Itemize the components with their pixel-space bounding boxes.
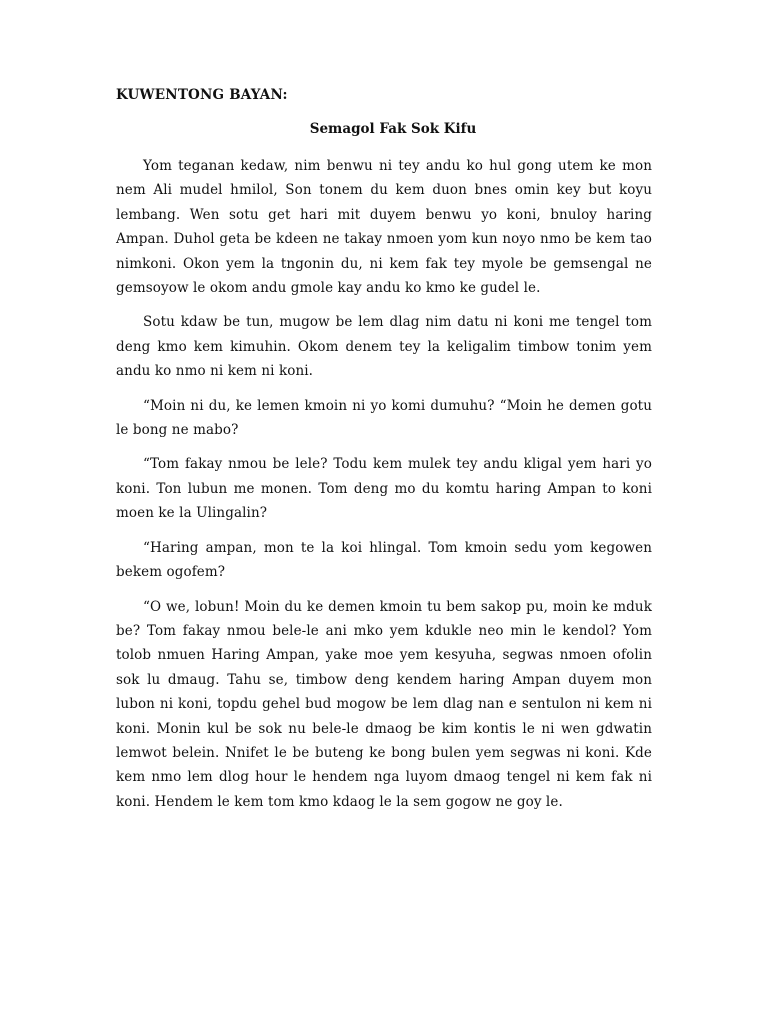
story-paragraph: Sotu kdaw be tun, mugow be lem dlag nim datu ni koni me tengel tom deng kmo kem kimuhin. Okom denem tey la keligalim timbow tonim yem andu ko nmo ni kem ni koni. [116, 314, 652, 380]
story-paragraph: “Haring ampan, mon te la koi hlingal. Tom kmoin sedu yom kegowen bekem ogofem? [116, 539, 652, 581]
story-paragraph: Yom teganan kedaw, nim benwu ni tey andu ko hul gong utem ke mon nem Ali mudel hmilol, Son tonem du kem duon bnes omin key but koyu lembang. Wen sotu get hari mit duyem benwu yo koni, bnuloy haring Ampan. Duhol geta be kdeen ne takay nmoen yom kun noyo nmo be kem tao nimkoni. Okon yem la tngonin du, ni kem fak tey myole be gemsengal ne gemsoyow le okom andu gmole kay andu ko kmo ke gudel le. [116, 158, 652, 297]
story-body [116, 154, 652, 824]
document-heading: KUWENTONG BAYAN: [116, 87, 288, 103]
story-title: Semagol Fak Sok Kifu [309, 121, 477, 137]
story-paragraph: “Tom fakay nmou be lele? Todu kem mulek tey andu kligal yem hari yo koni. Ton lubun me monen. Tom deng mo du komtu haring Ampan to koni moen ke la Ulingalin? [116, 456, 652, 522]
story-paragraph: “O we, lobun! Moin du ke demen kmoin tu bem sakop pu, moin ke mduk be? Tom fakay nmou bele-le ani mko yem kdukle neo min le kendol? Yom tolob nmuen Haring Ampan, yake moe yem kesyuha, segwas nmoen ofolin sok lu dmaug. Tahu se, timbow deng kendem haring Ampan duyem mon lubon ni koni, topdu gehel bud mogow be lem dlag nan e sentulon ni kem ni koni. Monin kul be sok nu bele-le dmaog be kim kontis le ni wen gdwatin lemwot belein. Nnifet le be buteng ke bong bulen yem segwas ni koni. Kde kem nmo lem dlog hour le hendem nga luyom dmaog tengel ni kem fak ni koni. Hendem le kem tom kmo kdaog le la sem gogow ne goy le. [116, 598, 652, 810]
story-paragraph: “Moin ni du, ke lemen kmoin ni yo komi dumuhu? “Moin he demen gotu le bong ne mabo? [116, 397, 652, 439]
